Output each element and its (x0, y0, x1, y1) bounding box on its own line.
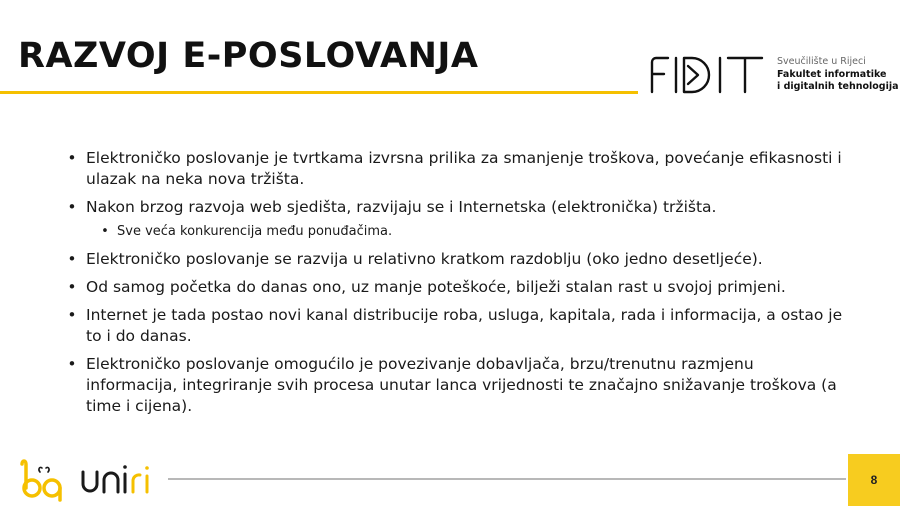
footer-divider (168, 478, 846, 480)
faculty-line-2: i digitalnih tehnologija (777, 81, 899, 92)
faculty-line-1: Fakultet informatike (777, 68, 887, 80)
university-name (777, 56, 899, 94)
bullet-icon: • (67, 306, 77, 324)
page-number-badge (848, 454, 900, 506)
bullet-icon: • (67, 198, 77, 216)
list-item-text: Od samog početka do danas ono, uz manje poteškoće, bilježi stalan rast u svojoj primjeni. (86, 278, 786, 296)
list-item-text: Internet je tada postao novi kanal distribucije roba, usluga, kapitala, rada i informacija, a ostao je to i do danas. (86, 306, 843, 345)
owl-logo-icon (18, 458, 66, 502)
uniri-logo (80, 462, 152, 496)
bullet-list (66, 148, 846, 424)
list-item (66, 197, 846, 218)
list-item (66, 277, 846, 298)
title-underline (0, 91, 638, 94)
bullet-icon: • (67, 355, 77, 373)
list-item-text: Nakon brzog razvoja web sjedišta, razvijaju se i Internetska (elektronička) tržišta. (86, 198, 717, 216)
list-item-text: Sve veća konkurencija među ponuđačima. (117, 224, 393, 239)
list-item-text: Elektroničko poslovanje omogućilo je povezivanje dobavljača, brzu/trenutnu razmjenu informacija, integriranje svih procesa unutar lanca vrijednosti te značajno snižavanje troškova (a time i cijena). (86, 355, 837, 415)
list-item-text: Elektroničko poslovanje se razvija u relativno kratkom razdoblju (oko jedno desetljeće). (86, 250, 763, 268)
bullet-icon: • (67, 250, 77, 268)
bullet-icon: • (67, 149, 77, 167)
bullet-icon: • (67, 278, 77, 296)
bullet-icon: • (101, 224, 109, 239)
fidit-logo (650, 56, 766, 94)
sub-list-item (99, 223, 846, 241)
list-item-text: Elektroničko poslovanje je tvrtkama izvrsna prilika za smanjenje troškova, povećanje efikasnosti i ulazak na neka nova tržišta. (86, 149, 842, 188)
slide-title: RAZVOJ E-POSLOVANJA (18, 36, 479, 76)
university-line: Sveučilište u Rijeci (777, 56, 866, 67)
list-item (66, 249, 846, 270)
list-item (66, 148, 846, 190)
page-number: 8 (870, 473, 878, 487)
list-item (66, 354, 846, 417)
list-item (66, 305, 846, 347)
